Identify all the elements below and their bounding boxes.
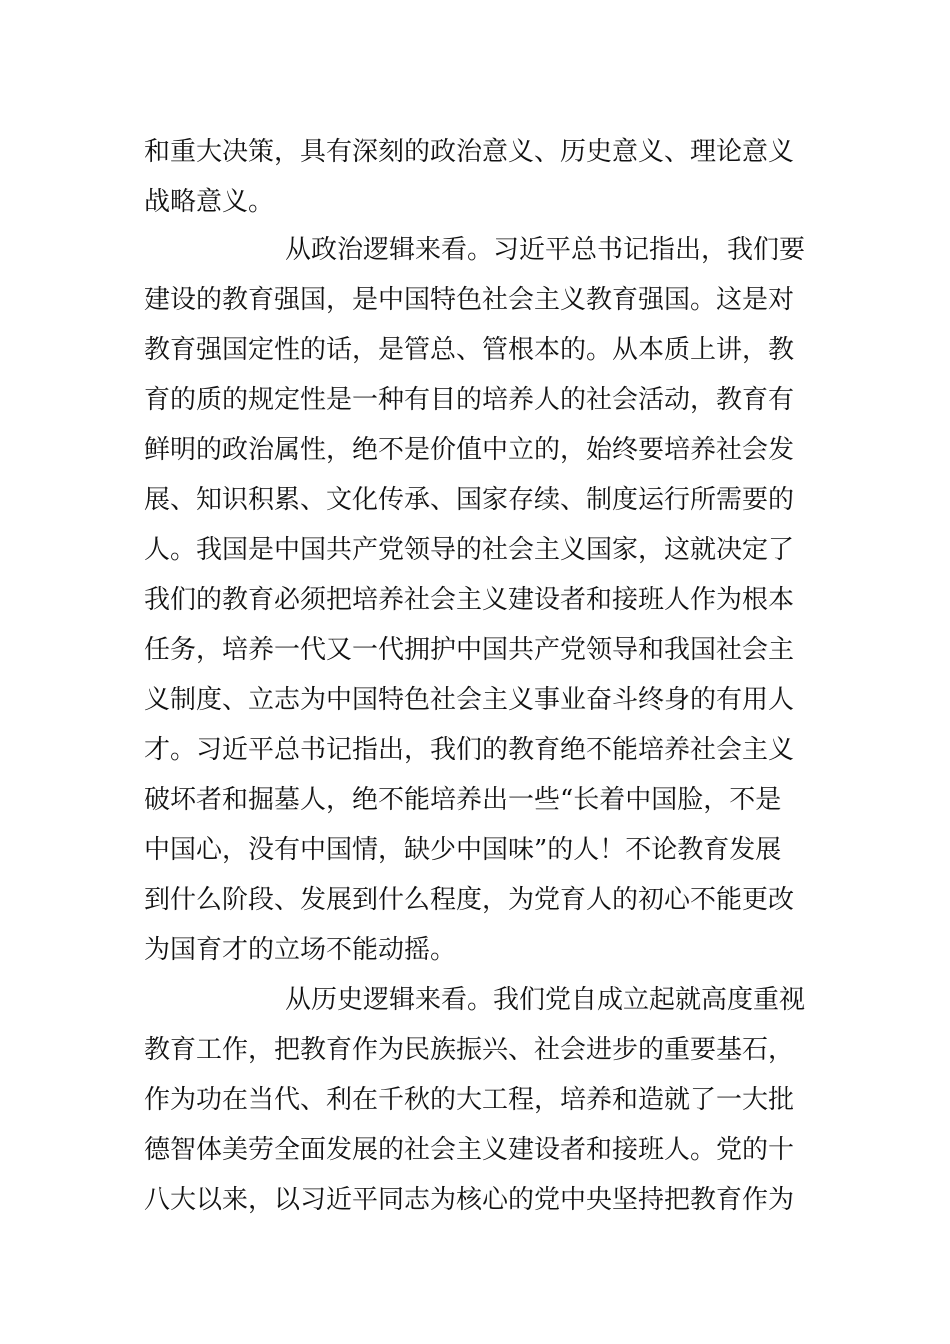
paragraph-start-line: 从政治逻辑来看。习近平总书记指出，我们要 bbox=[285, 235, 806, 265]
text-line: 才。习近平总书记指出，我们的教育绝不能培养社会主义 bbox=[144, 735, 795, 765]
text-line: 展、知识积累、文化传承、国家存续、制度运行所需要的 bbox=[144, 485, 795, 515]
text-line: 作为功在当代、利在千秋的大工程，培养和造就了一大批 bbox=[144, 1085, 795, 1115]
text-line: 人。我国是中国共产党领导的社会主义国家，这就决定了 bbox=[144, 535, 795, 565]
text-line: 我们的教育必须把培养社会主义建设者和接班人作为根本 bbox=[144, 585, 795, 615]
text-line: 任务，培养一代又一代拥护中国共产党领导和我国社会主 bbox=[144, 635, 795, 665]
text-line: 到什么阶段、发展到什么程度，为党育人的初心不能更改 bbox=[144, 885, 795, 915]
text-line: 德智体美劳全面发展的社会主义建设者和接班人。党的十 bbox=[144, 1135, 795, 1165]
text-line: 八大以来，以习近平同志为核心的党中央坚持把教育作为 bbox=[144, 1185, 795, 1215]
text-line: 义制度、立志为中国特色社会主义事业奋斗终身的有用人 bbox=[144, 685, 795, 715]
paragraph-start-line: 从历史逻辑来看。我们党自成立起就高度重视 bbox=[285, 985, 806, 1015]
text-line: 破坏者和掘墓人，绝不能培养出一些“长着中国脸，不是 bbox=[144, 785, 782, 815]
text-line: 教育强国定性的话，是管总、管根本的。从本质上讲，教 bbox=[144, 335, 795, 365]
text-line: 和重大决策，具有深刻的政治意义、历史意义、理论意义 bbox=[144, 137, 795, 167]
text-line: 战略意义。 bbox=[144, 187, 275, 217]
text-line: 鲜明的政治属性，绝不是价值中立的，始终要培养社会发 bbox=[144, 435, 795, 465]
text-line: 教育工作，把教育作为民族振兴、社会进步的重要基石， bbox=[144, 1035, 795, 1065]
text-line: 为国育才的立场不能动摇。 bbox=[144, 935, 457, 965]
text-line: 建设的教育强国，是中国特色社会主义教育强国。这是对 bbox=[144, 285, 795, 315]
text-line: 中国心，没有中国情，缺少中国味”的人！不论教育发展 bbox=[144, 835, 782, 865]
text-line: 育的质的规定性是一种有目的培养人的社会活动，教育有 bbox=[144, 385, 795, 415]
